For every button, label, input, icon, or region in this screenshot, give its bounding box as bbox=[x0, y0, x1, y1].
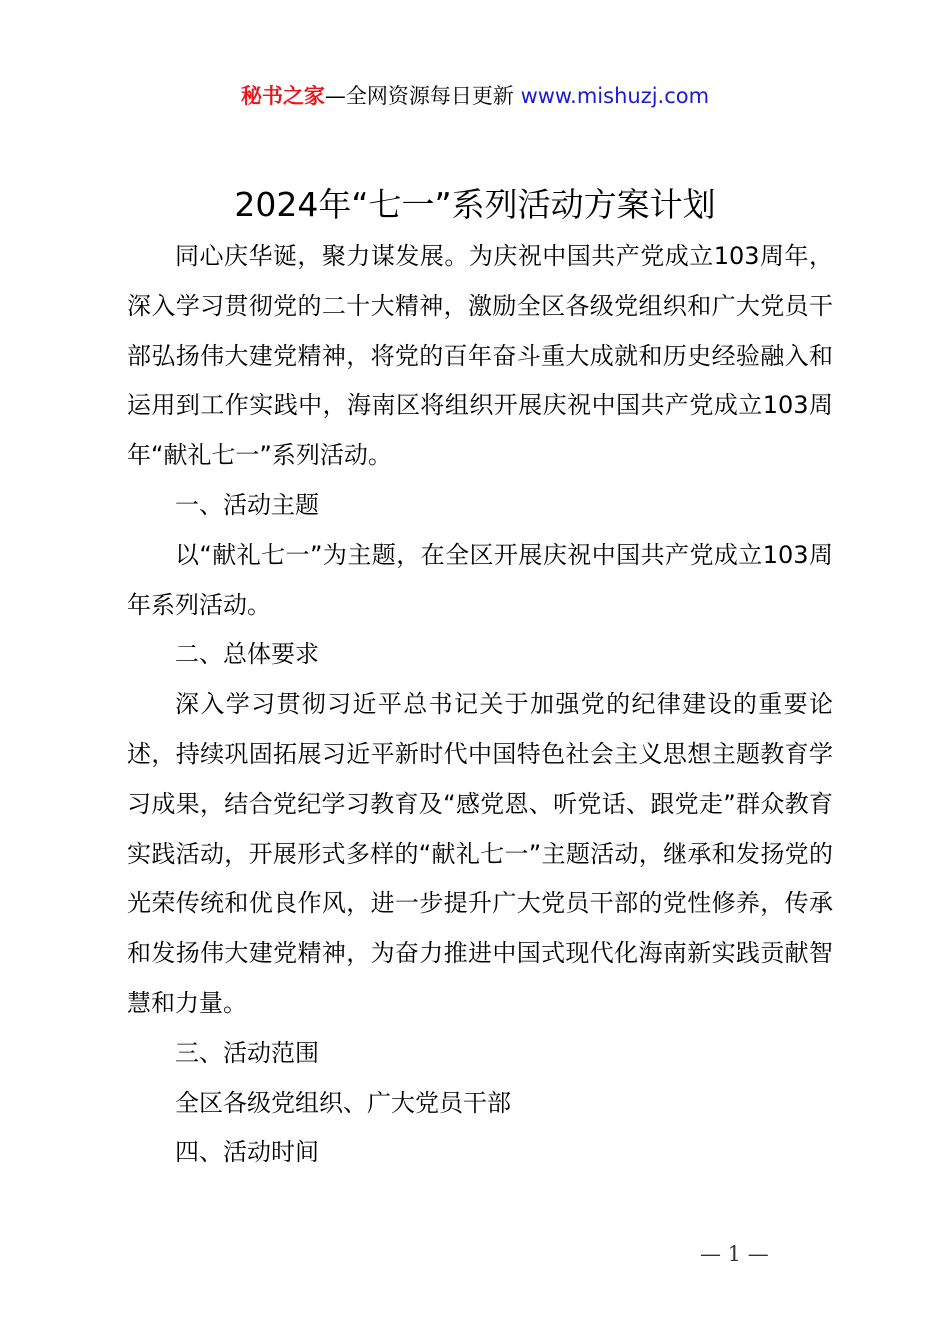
section-heading-scope: 三、活动范围 bbox=[175, 1038, 319, 1067]
header-tagline: —全网资源每日更新 bbox=[324, 84, 514, 108]
theme-paragraph: 以“献礼七一”为主题，在全区开展庆祝中国共产党成立103周年系列活动。 bbox=[127, 540, 833, 619]
document-body bbox=[127, 232, 833, 1178]
page-number: — 1 — bbox=[700, 1242, 769, 1266]
scope-paragraph: 全区各级党组织、广大党员干部 bbox=[175, 1088, 511, 1117]
section-heading-requirements: 二、总体要求 bbox=[175, 640, 319, 669]
requirements-paragraph: 深入学习贯彻习近平总书记关于加强党的纪律建设的重要论述，持续巩固拓展习近平新时代中国特色社会主义思想主题教育学习成果，结合党纪学习教育及“感党恩、听党话、跟党走”群众教育实践活动，开展形式多样的“献礼七一”主题活动，继承和发扬党的光荣传统和优良作风，进一步提升广大党员干部的党性修养，传承和发扬伟大建党精神，为奋力推进中国式现代化海南新实践贡献智慧和力量。 bbox=[127, 690, 833, 1017]
section-heading-time: 四、活动时间 bbox=[175, 1138, 319, 1167]
site-header bbox=[0, 80, 950, 112]
intro-paragraph: 同心庆华诞，聚力谋发展。为庆祝中国共产党成立103周年，深入学习贯彻党的二十大精神，激励全区各级党组织和广大党员干部弘扬伟大建党精神，将党的百年奋斗重大成就和历史经验融入和运用到工作实践中，海南区将组织开展庆祝中国共产党成立103周年“献礼七一”系列活动。 bbox=[127, 242, 833, 470]
brand-name: 秘书之家 bbox=[240, 84, 325, 108]
site-url-link[interactable]: www.mishuzj.com bbox=[520, 84, 710, 108]
section-heading-theme: 一、活动主题 bbox=[175, 490, 319, 519]
document-title: 2024年“七一”系列活动方案计划 bbox=[234, 185, 716, 224]
